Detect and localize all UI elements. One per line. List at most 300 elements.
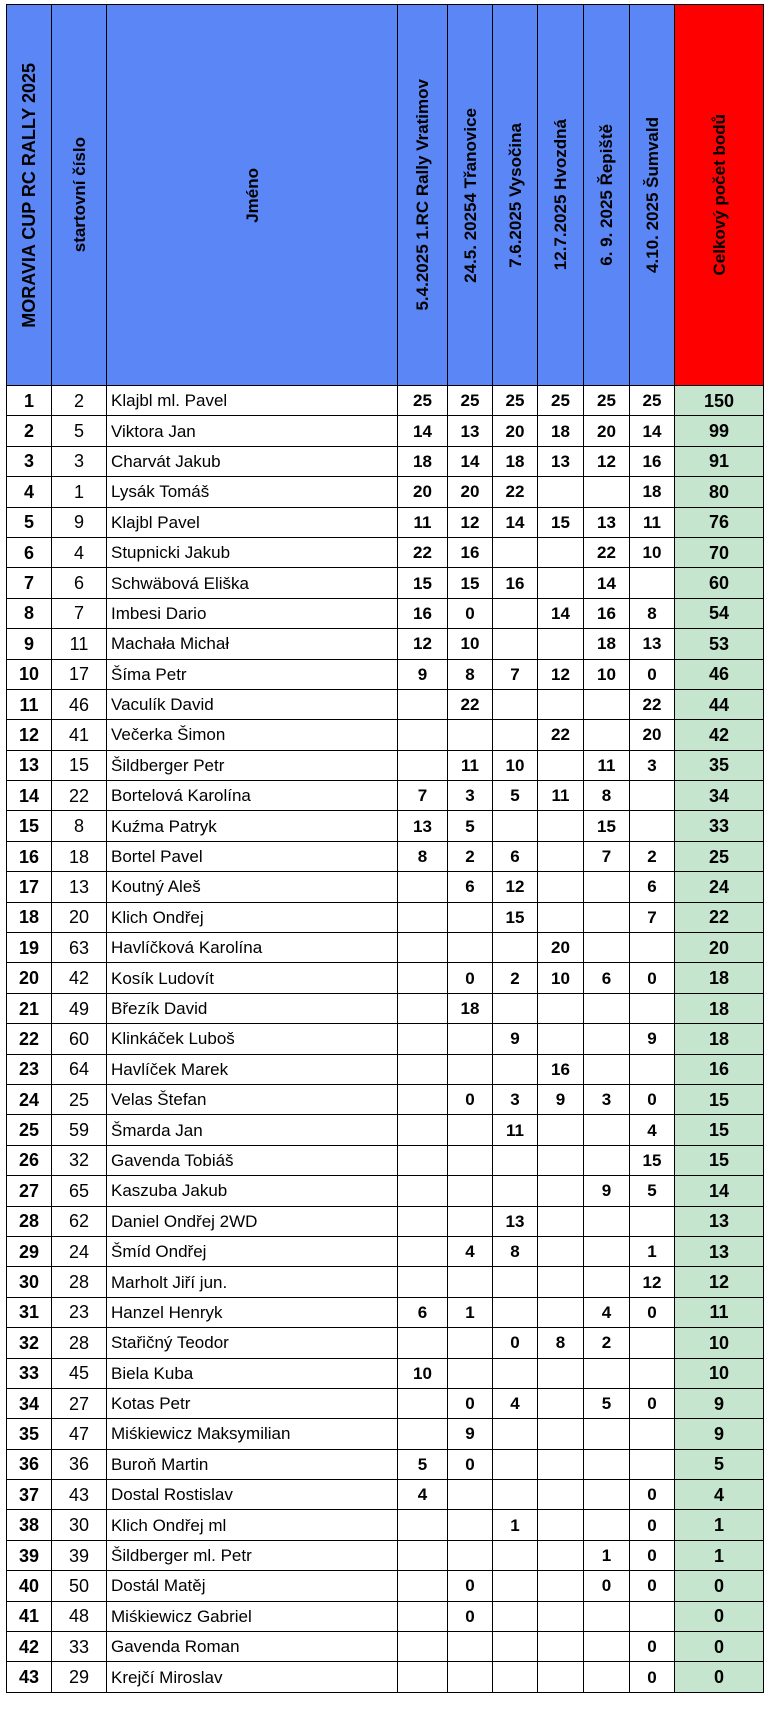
driver-name-cell: Charvát Jakub bbox=[107, 446, 398, 476]
stage-points-cell: 9 bbox=[584, 1176, 630, 1206]
stage-points-cell: 0 bbox=[630, 1510, 675, 1540]
stage-points-cell bbox=[493, 1571, 538, 1601]
table-row bbox=[7, 1084, 764, 1114]
rank-cell: 34 bbox=[7, 1388, 52, 1418]
stage-points-cell: 9 bbox=[538, 1084, 584, 1114]
total-points-cell: 150 bbox=[675, 386, 764, 416]
driver-name-cell: Březík David bbox=[107, 993, 398, 1023]
stage-points-cell: 5 bbox=[448, 811, 493, 841]
stage-points-cell bbox=[538, 568, 584, 598]
stage-points-cell: 10 bbox=[448, 629, 493, 659]
table-row bbox=[7, 1054, 764, 1084]
driver-name-cell: Večerka Šimon bbox=[107, 720, 398, 750]
stage-points-cell bbox=[493, 1176, 538, 1206]
driver-name-cell: Miśkiewicz Gabriel bbox=[107, 1601, 398, 1631]
stage-points-cell bbox=[538, 1358, 584, 1388]
stage-points-cell bbox=[398, 1510, 448, 1540]
stage-points-cell: 14 bbox=[448, 446, 493, 476]
stage-points-cell bbox=[538, 1601, 584, 1631]
driver-name-cell: Hanzel Henryk bbox=[107, 1297, 398, 1327]
start-number-cell: 28 bbox=[52, 1328, 107, 1358]
stage-points-cell: 18 bbox=[538, 416, 584, 446]
total-points-cell: 4 bbox=[675, 1480, 764, 1510]
stage-points-cell: 16 bbox=[493, 568, 538, 598]
total-points-cell: 10 bbox=[675, 1328, 764, 1358]
rank-cell: 18 bbox=[7, 902, 52, 932]
driver-name-cell: Machała Michał bbox=[107, 629, 398, 659]
stage-points-cell bbox=[448, 1024, 493, 1054]
rank-cell: 43 bbox=[7, 1662, 52, 1692]
stage-points-cell: 2 bbox=[630, 841, 675, 871]
total-points-cell: 25 bbox=[675, 841, 764, 871]
start-number-cell: 9 bbox=[52, 507, 107, 537]
start-number-header: startovní číslo bbox=[52, 5, 107, 386]
total-points-cell: 15 bbox=[675, 1084, 764, 1114]
driver-name-cell: Krejčí Miroslav bbox=[107, 1662, 398, 1692]
stage-header-2: 24.5. 20254 Třanovice bbox=[448, 5, 493, 386]
stage-points-cell: 0 bbox=[448, 1449, 493, 1479]
driver-name-cell: Havlíček Marek bbox=[107, 1054, 398, 1084]
stage-points-cell bbox=[398, 1540, 448, 1570]
stage-points-cell: 2 bbox=[493, 963, 538, 993]
driver-name-cell: Velas Štefan bbox=[107, 1084, 398, 1114]
rank-cell: 39 bbox=[7, 1540, 52, 1570]
stage-points-cell: 13 bbox=[448, 416, 493, 446]
stage-points-cell bbox=[538, 1419, 584, 1449]
stage-points-cell bbox=[630, 568, 675, 598]
rank-cell: 35 bbox=[7, 1419, 52, 1449]
stage-points-cell: 25 bbox=[630, 386, 675, 416]
rank-cell: 20 bbox=[7, 963, 52, 993]
stage-points-cell: 4 bbox=[448, 1236, 493, 1266]
table-row bbox=[7, 1115, 764, 1145]
stage-header-3: 7.6.2025 Vysočina bbox=[493, 5, 538, 386]
stage-points-cell: 13 bbox=[493, 1206, 538, 1236]
driver-name-cell: Klich Ondřej bbox=[107, 902, 398, 932]
driver-name-cell: Vaculík David bbox=[107, 689, 398, 719]
start-number-cell: 60 bbox=[52, 1024, 107, 1054]
stage-points-cell bbox=[584, 1054, 630, 1084]
stage-points-cell: 9 bbox=[493, 1024, 538, 1054]
stage-points-cell: 14 bbox=[398, 416, 448, 446]
stage-points-cell: 12 bbox=[538, 659, 584, 689]
start-number-cell: 45 bbox=[52, 1358, 107, 1388]
stage-points-cell bbox=[584, 1206, 630, 1236]
stage-points-cell bbox=[630, 811, 675, 841]
table-row bbox=[7, 1297, 764, 1327]
stage-points-cell: 0 bbox=[493, 1328, 538, 1358]
stage-points-cell bbox=[584, 1601, 630, 1631]
stage-points-cell bbox=[448, 1510, 493, 1540]
start-number-cell: 3 bbox=[52, 446, 107, 476]
table-row bbox=[7, 1449, 764, 1479]
stage-points-cell: 18 bbox=[584, 629, 630, 659]
stage-points-cell: 11 bbox=[448, 750, 493, 780]
stage-points-cell: 22 bbox=[448, 689, 493, 719]
stage-points-cell: 25 bbox=[448, 386, 493, 416]
stage-points-cell bbox=[584, 1115, 630, 1145]
table-row bbox=[7, 1145, 764, 1175]
stage-points-cell bbox=[398, 1328, 448, 1358]
start-number-cell: 15 bbox=[52, 750, 107, 780]
start-number-cell: 1 bbox=[52, 477, 107, 507]
stage-points-cell bbox=[584, 872, 630, 902]
driver-name-cell: Koutný Aleš bbox=[107, 872, 398, 902]
rank-cell: 6 bbox=[7, 537, 52, 567]
rank-cell: 5 bbox=[7, 507, 52, 537]
stage-points-cell: 15 bbox=[538, 507, 584, 537]
rank-cell: 9 bbox=[7, 629, 52, 659]
table-row bbox=[7, 1358, 764, 1388]
stage-points-cell: 25 bbox=[584, 386, 630, 416]
rank-cell: 42 bbox=[7, 1632, 52, 1662]
stage-points-cell: 0 bbox=[448, 598, 493, 628]
stage-points-cell bbox=[448, 1540, 493, 1570]
start-number-cell: 18 bbox=[52, 841, 107, 871]
stage-points-cell bbox=[538, 902, 584, 932]
stage-points-cell: 7 bbox=[630, 902, 675, 932]
stage-header-4: 12.7.2025 Hvozdná bbox=[538, 5, 584, 386]
stage-points-cell: 6 bbox=[448, 872, 493, 902]
stage-points-cell bbox=[538, 1571, 584, 1601]
driver-name-cell: Bortel Pavel bbox=[107, 841, 398, 871]
stage-points-cell: 3 bbox=[493, 1084, 538, 1114]
total-points-cell: 42 bbox=[675, 720, 764, 750]
total-points-cell: 0 bbox=[675, 1632, 764, 1662]
start-number-cell: 25 bbox=[52, 1084, 107, 1114]
stage-points-cell: 9 bbox=[448, 1419, 493, 1449]
rank-cell: 41 bbox=[7, 1601, 52, 1631]
stage-points-cell: 15 bbox=[493, 902, 538, 932]
stage-points-cell: 0 bbox=[630, 1571, 675, 1601]
table-row bbox=[7, 1176, 764, 1206]
driver-name-cell: Kuźma Patryk bbox=[107, 811, 398, 841]
stage-points-cell: 22 bbox=[493, 477, 538, 507]
total-points-cell: 12 bbox=[675, 1267, 764, 1297]
stage-points-cell: 0 bbox=[630, 963, 675, 993]
total-points-cell: 22 bbox=[675, 902, 764, 932]
stage-points-cell: 11 bbox=[398, 507, 448, 537]
stage-points-cell: 9 bbox=[398, 659, 448, 689]
start-number-cell: 8 bbox=[52, 811, 107, 841]
rank-cell: 15 bbox=[7, 811, 52, 841]
stage-points-cell: 11 bbox=[630, 507, 675, 537]
stage-points-cell bbox=[538, 750, 584, 780]
stage-points-cell: 1 bbox=[630, 1236, 675, 1266]
total-points-cell: 46 bbox=[675, 659, 764, 689]
stage-points-cell bbox=[630, 1601, 675, 1631]
stage-points-cell bbox=[398, 872, 448, 902]
rank-cell: 17 bbox=[7, 872, 52, 902]
name-header: Jméno bbox=[107, 5, 398, 386]
start-number-cell: 30 bbox=[52, 1510, 107, 1540]
table-row bbox=[7, 537, 764, 567]
start-number-cell: 17 bbox=[52, 659, 107, 689]
stage-points-cell bbox=[493, 1358, 538, 1388]
stage-points-cell: 5 bbox=[493, 781, 538, 811]
start-number-cell: 41 bbox=[52, 720, 107, 750]
stage-points-cell bbox=[448, 1115, 493, 1145]
stage-points-cell bbox=[493, 811, 538, 841]
stage-points-cell: 0 bbox=[448, 1601, 493, 1631]
stage-points-cell bbox=[398, 1145, 448, 1175]
start-number-cell: 50 bbox=[52, 1571, 107, 1601]
stage-points-cell bbox=[493, 689, 538, 719]
stage-points-cell: 16 bbox=[630, 446, 675, 476]
total-points-cell: 53 bbox=[675, 629, 764, 659]
total-points-cell: 20 bbox=[675, 933, 764, 963]
stage-points-cell bbox=[630, 1358, 675, 1388]
stage-points-cell: 11 bbox=[538, 781, 584, 811]
total-points-cell: 16 bbox=[675, 1054, 764, 1084]
stage-points-cell bbox=[630, 1419, 675, 1449]
stage-points-cell: 11 bbox=[584, 750, 630, 780]
stage-points-cell bbox=[584, 1419, 630, 1449]
start-number-cell: 28 bbox=[52, 1267, 107, 1297]
driver-name-cell: Šíma Petr bbox=[107, 659, 398, 689]
table-row bbox=[7, 1328, 764, 1358]
stage-points-cell bbox=[493, 629, 538, 659]
driver-name-cell: Kosík Ludovít bbox=[107, 963, 398, 993]
stage-points-cell: 7 bbox=[584, 841, 630, 871]
total-points-cell: 9 bbox=[675, 1388, 764, 1418]
total-points-cell: 13 bbox=[675, 1236, 764, 1266]
driver-name-cell: Dostál Matěj bbox=[107, 1571, 398, 1601]
total-points-cell: 0 bbox=[675, 1571, 764, 1601]
start-number-cell: 5 bbox=[52, 416, 107, 446]
rank-cell: 11 bbox=[7, 689, 52, 719]
rank-cell: 33 bbox=[7, 1358, 52, 1388]
stage-points-cell bbox=[538, 1388, 584, 1418]
stage-points-cell bbox=[630, 1054, 675, 1084]
stage-points-cell bbox=[398, 1267, 448, 1297]
table-row bbox=[7, 386, 764, 416]
stage-points-cell bbox=[398, 1419, 448, 1449]
start-number-cell: 47 bbox=[52, 1419, 107, 1449]
stage-points-cell bbox=[584, 1024, 630, 1054]
stage-points-cell: 6 bbox=[493, 841, 538, 871]
start-number-cell: 64 bbox=[52, 1054, 107, 1084]
total-points-cell: 15 bbox=[675, 1115, 764, 1145]
stage-points-cell bbox=[584, 1449, 630, 1479]
standings-body bbox=[7, 386, 764, 1693]
stage-points-cell bbox=[493, 1480, 538, 1510]
table-row bbox=[7, 598, 764, 628]
stage-points-cell: 3 bbox=[630, 750, 675, 780]
stage-points-cell bbox=[493, 933, 538, 963]
stage-points-cell bbox=[584, 1236, 630, 1266]
stage-points-cell: 10 bbox=[493, 750, 538, 780]
stage-points-cell: 22 bbox=[630, 689, 675, 719]
stage-points-cell bbox=[448, 902, 493, 932]
rank-cell: 1 bbox=[7, 386, 52, 416]
stage-points-cell: 7 bbox=[398, 781, 448, 811]
stage-points-cell: 25 bbox=[493, 386, 538, 416]
start-number-cell: 22 bbox=[52, 781, 107, 811]
table-row bbox=[7, 568, 764, 598]
table-row bbox=[7, 1510, 764, 1540]
stage-points-cell bbox=[493, 1601, 538, 1631]
total-points-cell: 1 bbox=[675, 1540, 764, 1570]
total-points-cell: 18 bbox=[675, 993, 764, 1023]
stage-points-cell bbox=[630, 781, 675, 811]
rank-cell: 37 bbox=[7, 1480, 52, 1510]
stage-points-cell: 3 bbox=[448, 781, 493, 811]
driver-name-cell: Marholt Jiří jun. bbox=[107, 1267, 398, 1297]
stage-points-cell: 4 bbox=[493, 1388, 538, 1418]
stage-points-cell bbox=[584, 1662, 630, 1692]
table-row bbox=[7, 1419, 764, 1449]
rank-cell: 21 bbox=[7, 993, 52, 1023]
header-row bbox=[7, 5, 764, 386]
stage-points-cell bbox=[538, 1632, 584, 1662]
stage-points-cell: 2 bbox=[584, 1328, 630, 1358]
table-row bbox=[7, 750, 764, 780]
table-row bbox=[7, 477, 764, 507]
stage-points-cell bbox=[538, 1297, 584, 1327]
driver-name-cell: Klich Ondřej ml bbox=[107, 1510, 398, 1540]
table-row bbox=[7, 993, 764, 1023]
stage-points-cell: 18 bbox=[398, 446, 448, 476]
table-row bbox=[7, 1206, 764, 1236]
total-points-cell: 99 bbox=[675, 416, 764, 446]
start-number-cell: 36 bbox=[52, 1449, 107, 1479]
stage-points-cell: 6 bbox=[584, 963, 630, 993]
stage-points-cell bbox=[584, 720, 630, 750]
stage-points-cell: 0 bbox=[630, 1388, 675, 1418]
stage-points-cell bbox=[584, 1510, 630, 1540]
table-row bbox=[7, 1480, 764, 1510]
stage-points-cell: 0 bbox=[630, 1084, 675, 1114]
stage-points-cell bbox=[538, 1662, 584, 1692]
stage-points-cell bbox=[448, 1480, 493, 1510]
start-number-cell: 65 bbox=[52, 1176, 107, 1206]
stage-points-cell bbox=[398, 1632, 448, 1662]
stage-points-cell: 1 bbox=[493, 1510, 538, 1540]
start-number-cell: 46 bbox=[52, 689, 107, 719]
table-row bbox=[7, 963, 764, 993]
stage-points-cell bbox=[493, 537, 538, 567]
driver-name-cell: Lysák Tomáš bbox=[107, 477, 398, 507]
stage-points-cell bbox=[538, 1480, 584, 1510]
stage-points-cell: 4 bbox=[630, 1115, 675, 1145]
stage-points-cell: 1 bbox=[448, 1297, 493, 1327]
table-row bbox=[7, 1388, 764, 1418]
stage-points-cell bbox=[538, 1510, 584, 1540]
stage-points-cell: 7 bbox=[493, 659, 538, 689]
total-points-cell: 76 bbox=[675, 507, 764, 537]
stage-points-cell bbox=[630, 933, 675, 963]
stage-points-cell: 2 bbox=[448, 841, 493, 871]
standings-table bbox=[6, 4, 764, 1693]
stage-points-cell: 8 bbox=[398, 841, 448, 871]
start-number-cell: 2 bbox=[52, 386, 107, 416]
stage-points-cell: 0 bbox=[630, 1297, 675, 1327]
stage-points-cell bbox=[398, 902, 448, 932]
total-points-cell: 60 bbox=[675, 568, 764, 598]
stage-points-cell bbox=[448, 1328, 493, 1358]
start-number-cell: 49 bbox=[52, 993, 107, 1023]
stage-points-cell: 13 bbox=[630, 629, 675, 659]
stage-points-cell bbox=[448, 1632, 493, 1662]
stage-points-cell bbox=[398, 1024, 448, 1054]
driver-name-cell: Stupnicki Jakub bbox=[107, 537, 398, 567]
start-number-cell: 42 bbox=[52, 963, 107, 993]
start-number-cell: 62 bbox=[52, 1206, 107, 1236]
stage-header-6: 4.10. 2025 Šumvald bbox=[630, 5, 675, 386]
rank-cell: 7 bbox=[7, 568, 52, 598]
total-points-cell: 80 bbox=[675, 477, 764, 507]
stage-points-cell: 8 bbox=[538, 1328, 584, 1358]
table-row bbox=[7, 811, 764, 841]
stage-header-5: 6. 9. 2025 Řepiště bbox=[584, 5, 630, 386]
table-row bbox=[7, 1662, 764, 1692]
stage-points-cell bbox=[493, 598, 538, 628]
stage-points-cell bbox=[538, 629, 584, 659]
driver-name-cell: Šildberger ml. Petr bbox=[107, 1540, 398, 1570]
start-number-cell: 59 bbox=[52, 1115, 107, 1145]
stage-points-cell bbox=[493, 1662, 538, 1692]
stage-points-cell bbox=[398, 963, 448, 993]
rank-cell: 16 bbox=[7, 841, 52, 871]
stage-points-cell: 0 bbox=[630, 659, 675, 689]
stage-points-cell bbox=[584, 1632, 630, 1662]
stage-points-cell bbox=[398, 720, 448, 750]
rank-cell: 31 bbox=[7, 1297, 52, 1327]
stage-points-cell: 20 bbox=[398, 477, 448, 507]
stage-points-cell bbox=[538, 1236, 584, 1266]
rank-cell: 10 bbox=[7, 659, 52, 689]
stage-points-cell: 15 bbox=[584, 811, 630, 841]
stage-points-cell: 12 bbox=[630, 1267, 675, 1297]
driver-name-cell: Havlíčková Karolína bbox=[107, 933, 398, 963]
rank-cell: 24 bbox=[7, 1084, 52, 1114]
stage-points-cell: 15 bbox=[630, 1145, 675, 1175]
total-points-cell: 18 bbox=[675, 963, 764, 993]
total-points-cell: 18 bbox=[675, 1024, 764, 1054]
stage-points-cell bbox=[538, 1115, 584, 1145]
rank-cell: 8 bbox=[7, 598, 52, 628]
start-number-cell: 39 bbox=[52, 1540, 107, 1570]
rank-cell: 28 bbox=[7, 1206, 52, 1236]
driver-name-cell: Klajbl Pavel bbox=[107, 507, 398, 537]
stage-points-cell: 8 bbox=[584, 781, 630, 811]
stage-points-cell bbox=[630, 1328, 675, 1358]
total-points-cell: 5 bbox=[675, 1449, 764, 1479]
stage-points-cell bbox=[398, 689, 448, 719]
rank-cell: 27 bbox=[7, 1176, 52, 1206]
table-row bbox=[7, 1540, 764, 1570]
stage-points-cell bbox=[538, 1176, 584, 1206]
total-points-cell: 13 bbox=[675, 1206, 764, 1236]
table-row bbox=[7, 507, 764, 537]
start-number-cell: 27 bbox=[52, 1388, 107, 1418]
stage-points-cell: 25 bbox=[398, 386, 448, 416]
stage-points-cell bbox=[493, 993, 538, 1023]
stage-points-cell: 20 bbox=[493, 416, 538, 446]
total-points-cell: 15 bbox=[675, 1145, 764, 1175]
stage-points-cell: 4 bbox=[584, 1297, 630, 1327]
stage-points-cell: 20 bbox=[584, 416, 630, 446]
stage-points-cell bbox=[584, 902, 630, 932]
driver-name-cell: Šmarda Jan bbox=[107, 1115, 398, 1145]
stage-points-cell bbox=[538, 1449, 584, 1479]
stage-points-cell: 0 bbox=[584, 1571, 630, 1601]
driver-name-cell: Biela Kuba bbox=[107, 1358, 398, 1388]
driver-name-cell: Kaszuba Jakub bbox=[107, 1176, 398, 1206]
stage-points-cell bbox=[538, 811, 584, 841]
stage-points-cell bbox=[493, 1419, 538, 1449]
